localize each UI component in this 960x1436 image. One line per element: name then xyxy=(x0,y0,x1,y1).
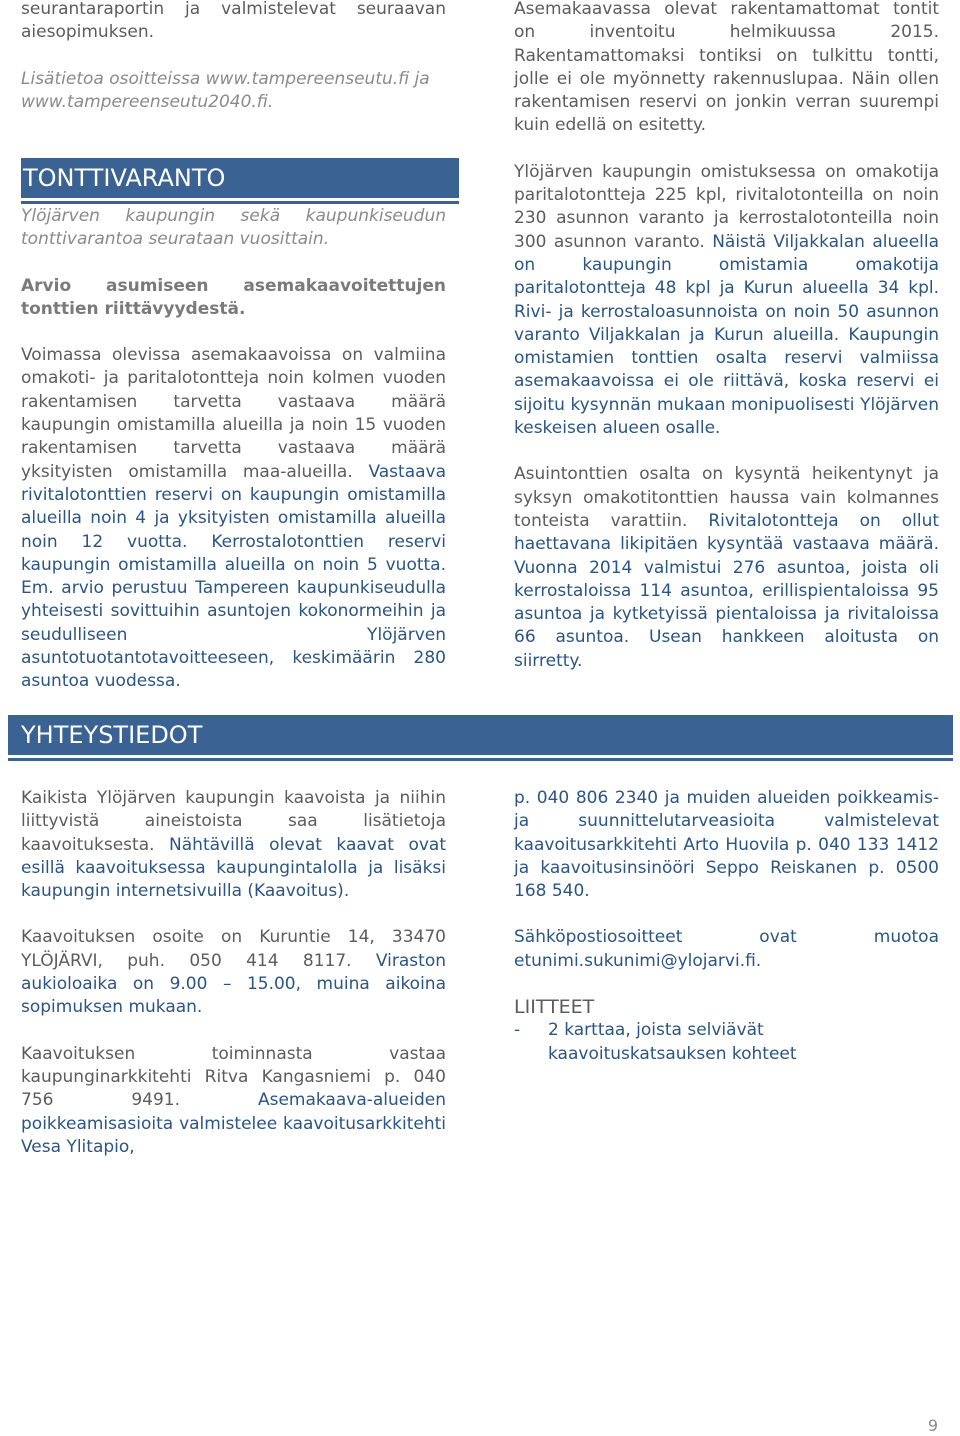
section-title: TONTTIVARANTO xyxy=(23,164,226,192)
section-header-yhteystiedot xyxy=(8,715,953,758)
paragraph-blue-part: Vastaava rivitalotonttien reservi on kaupungin omistamilla alueilla noin 4 ja yksityisten omistamilla alueilla noin 12 vuotta. xyxy=(21,461,447,552)
section-header-tonttivaranto xyxy=(21,158,459,201)
contacts-paragraph-3 xyxy=(21,1043,446,1159)
contacts-right xyxy=(514,787,939,1066)
tonttivaranto-block xyxy=(21,205,446,694)
paragraph-gray-part: Voimassa olevissa asemakaavoissa on valmiina omakoti- ja paritalotontteja noin kolmen vuoden rakentamisen tarvetta vastaava määrä kaupungin omistamilla alueilla ja noin 15 vuoden rakentamisen tarvetta vastaava määrä yksityisten omistamilla maa-alueilla. xyxy=(21,345,446,482)
contacts-paragraph-2 xyxy=(21,926,446,1019)
contacts-p1-blue: Nähtävillä olevat kaavat ovat esillä kaavoituksessa kaupungintalolla ja lisäksi kaupungin internetsivuilla (Kaavoitus). xyxy=(21,834,446,902)
inventory-gray: Asemakaavassa olevat rakentamattomat tontit on inventoitu helmikuussa 2015. xyxy=(514,0,939,43)
info-line-2: www.tampereenseutu2040.fi. xyxy=(21,91,274,112)
page-number: 9 xyxy=(927,1416,938,1435)
tonttivaranto-subheading: Arvio asumiseen asemakaavoitettujen tonttien riittävyydestä. xyxy=(21,275,446,319)
contacts-p1-gray: Kaikista Ylöjärven kaupungin kaavoista ja niihin liittyvistä aineistoista saa lisätietoja kaavoituksesta. xyxy=(21,788,446,855)
list-item xyxy=(514,1019,939,1066)
demand-paragraph xyxy=(514,463,939,673)
tonttivaranto-lead: Ylöjärven kaupungin sekä kaupunkiseudun tonttivarantoa seurataan vuosittain. xyxy=(21,206,446,250)
info-line-1: Lisätietoa osoitteissa www.tampereenseutu.fi ja xyxy=(21,68,430,89)
intro-block xyxy=(21,0,446,114)
inventory-blue: Rakentamattomaksi tontiksi on tulkittu tontti, jolle ei ole myönnetty rakennuslupaa. Näin ollen rakentamisen reservi on jonkin verran suurempi kuin edellä on esitetty. xyxy=(514,45,939,136)
list-text: 2 karttaa, joista selviävät kaavoituskatsauksen kohteet xyxy=(548,1020,797,1064)
section-title: YHTEYSTIEDOT xyxy=(21,721,203,749)
contacts-left xyxy=(21,787,446,1159)
contacts-p3-gray: Kaavoituksen toiminnasta vastaa kaupunginarkkitehti Ritva Kangasniemi p. 040 756 9491. xyxy=(21,1043,446,1111)
paragraph-blue-part-2: Kerrostalotonttien reservi kaupungin omistamilla alueilla on noin 5 vuotta. Em. arvio perustuu Tampereen kaupunkiseudulla yhteisesti sovittuihin asuntojen kokonormeihin ja seudulliseen Ylöjärven asuntotuotantotavoitteeseen, keskimäärin 280 asuntoa vuodessa. xyxy=(21,531,447,692)
contacts-p2-blue: Viraston aukioloaika on 9.00 – 15.00, muina aikoina sopimuksen mukaan. xyxy=(21,950,447,1018)
contacts-right-paragraph-2: Sähköpostiosoitteet ovat muotoa etunimi.sukunimi@ylojarvi.fi. xyxy=(514,927,939,971)
tonttivaranto-paragraph xyxy=(21,344,446,693)
ownership-paragraph xyxy=(514,161,939,441)
list-dash: - xyxy=(514,1020,521,1041)
demand-blue: Rivitalotontteja on ollut haettavana likipitäen kysyntää vastaava määrä. Vuonna 2014 valmistui 276 asuntoa, joista oli kerrostaloissa 114 asuntoa, erillispientaloissa 95 asuntoa ja kytketyissä pientaloissa ja rivitaloissa 66 asuntoa. Usean hankkeen aloitusta on siirretty. xyxy=(514,510,940,671)
right-column-top xyxy=(514,0,939,673)
liitteet-heading: LIITTEET xyxy=(514,996,595,1019)
contacts-paragraph-1 xyxy=(21,787,446,903)
ownership-gray: Ylöjärven kaupungin omistuksessa on omakotija paritalotontteja 225 kpl, rivitalotonteilla on noin 230 asunnon varanto ja kerrostalotonteilla noin 300 asunnon varanto. xyxy=(514,161,939,252)
contacts-p3-blue: Asemakaava-alueiden poikkeamisasioita valmistelee kaavoitusarkkitehti Vesa Ylitapio, xyxy=(21,1090,446,1157)
inventory-paragraph xyxy=(514,0,939,138)
ownership-blue: Näistä Viljakkalan alueella on kaupungin omistamia omakotija paritalotontteja 48 kpl ja Kurun alueella 34 kpl. Rivi- ja kerrostaloasunnoista on noin 50 asunnon varanto Viljakkalan ja Kurun alueilla. Kaupungin omistamien tonttien osalta reservi valmiissa asemakaavoissa ei ole riittävä, koska reservi ei sijoitu kysynnän mukaan monipuolisesti Ylöjärven keskeisen alueen osalle. xyxy=(514,231,940,439)
contacts-p2-gray: Kaavoituksen osoite on Kuruntie 14, 33470 YLÖJÄRVI, puh. 050 414 8117. xyxy=(21,927,446,971)
intro-text: seurantaraportin ja valmistelevat seuraavan aiesopimuksen. xyxy=(21,0,446,43)
contacts-right-paragraph-1: p. 040 806 2340 ja muiden alueiden poikkeamis- ja suunnittelutarveasioita valmistelevat kaavoitusarkkitehti Arto Huovila p. 040 133 1412 ja kaavoitusinsinööri Seppo Reiskanen p. 0500 168 540. xyxy=(514,788,939,902)
demand-gray: Asuintonttien osalta on kysyntä heikentynyt ja syksyn omakotitonttien haussa vain kolmannes tonteista varattiin. xyxy=(514,464,939,531)
